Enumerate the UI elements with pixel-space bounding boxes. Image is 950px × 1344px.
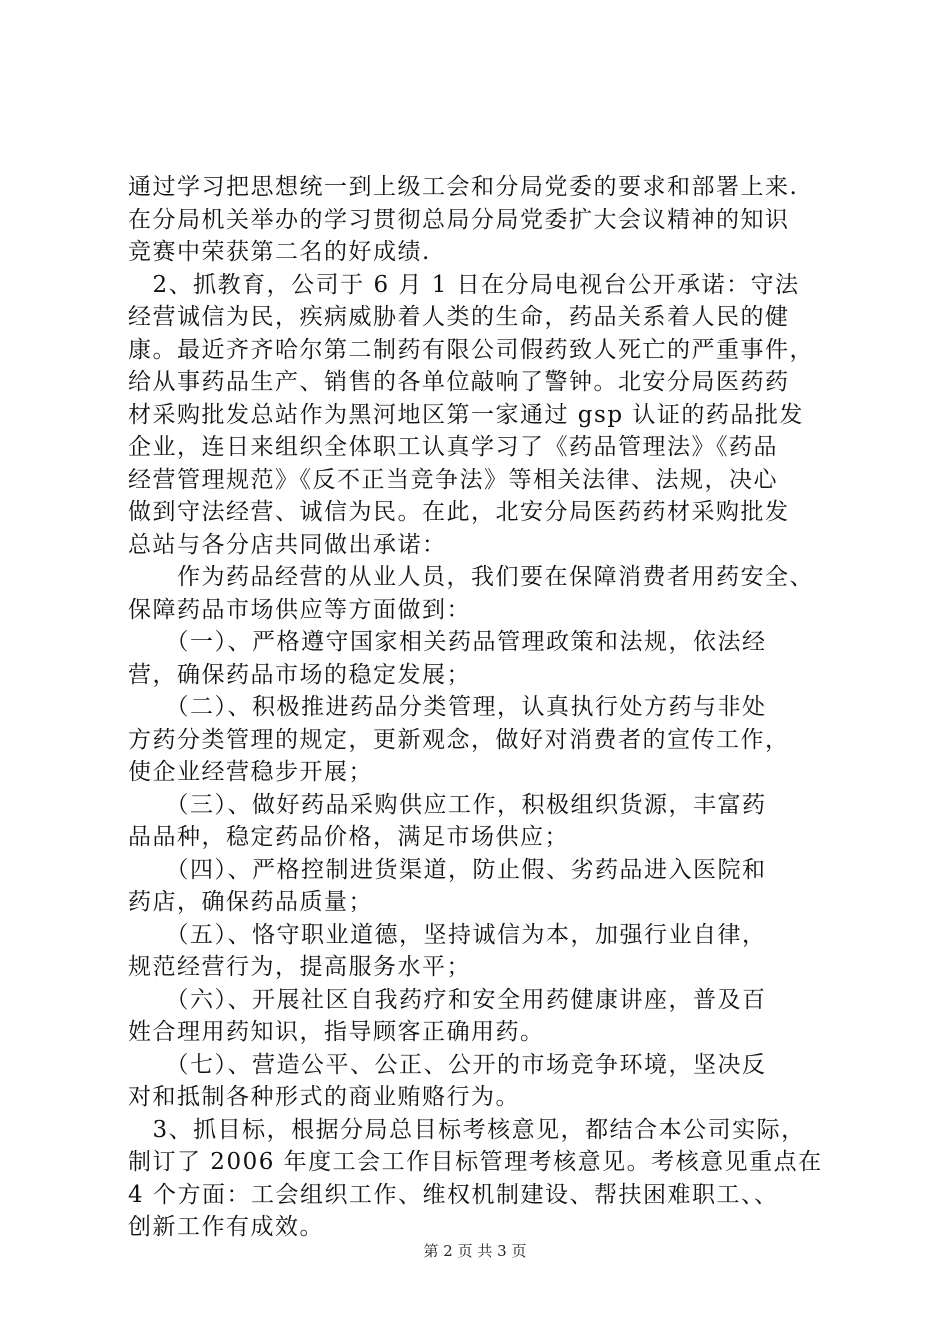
text-line: 通过学习把思想统一到上级工会和分局党委的要求和部署上来. bbox=[128, 174, 799, 200]
page-footer: 第 2 页 共 3 页 bbox=[423, 1242, 527, 1260]
document-body bbox=[128, 171, 828, 1244]
text-line: 保障药品市场供应等方面做到： bbox=[128, 596, 471, 623]
text-line: （六）、开展社区自我药疗和安全用药健康讲座，普及百 bbox=[128, 986, 767, 1013]
text-line: （二）、积极推进药品分类管理，认真执行处方药与非处 bbox=[128, 694, 767, 720]
text-line: 康。最近齐齐哈尔第二制药有限公司假药致人死亡的严重事件， bbox=[128, 336, 814, 363]
text-line: 规范经营行为，提高服务水平； bbox=[128, 954, 471, 980]
text-line: 材采购批发总站作为黑河地区第一家通过 gsp 认证的药品批发 bbox=[128, 401, 804, 428]
text-line: 使企业经营稳步开展； bbox=[128, 759, 373, 785]
text-line: （五）、恪守职业道德，坚持诚信为本，加强行业自律， bbox=[128, 921, 767, 948]
text-line: 经营诚信为民，疾病威胁着人类的生命，药品关系着人民的健 bbox=[128, 304, 790, 330]
text-line: （一）、严格遵守国家相关药品管理政策和法规，依法经 bbox=[128, 629, 767, 655]
text-line: 总站与各分店共同做出承诺： bbox=[128, 531, 447, 558]
text-line: 方药分类管理的规定，更新观念，做好对消费者的宣传工作， bbox=[128, 726, 790, 753]
text-line: 作为药品经营的从业人员，我们要在保障消费者用药安全、 bbox=[128, 564, 814, 590]
text-line: （四）、严格控制进货渠道，防止假、劣药品进入医院和 bbox=[128, 856, 767, 883]
text-line: （七）、营造公平、公正、公开的市场竞争环境，坚决反 bbox=[128, 1051, 767, 1078]
text-line: 营，确保药品市场的稳定发展； bbox=[128, 661, 471, 688]
text-line: 企业，连日来组织全体职工认真学习了《药品管理法》《药品 bbox=[128, 434, 778, 460]
text-line: 药店，确保药品质量； bbox=[128, 889, 373, 915]
text-line: 3、抓目标，根据分局总目标考核意见，都结合本公司实际， bbox=[128, 1116, 806, 1143]
text-line: 经营管理规范》《反不正当竞争法》等相关法律、法规，决心 bbox=[128, 466, 778, 493]
text-line: 竞赛中荣获第二名的好成绩. bbox=[128, 239, 431, 265]
text-line: 给从事药品生产、销售的各单位敲响了警钟。北安分局医药药 bbox=[128, 369, 790, 395]
text-line: 制订了 2006 年度工会工作目标管理考核意见。考核意见重点在 bbox=[128, 1149, 823, 1175]
text-line: 创新工作有成效。 bbox=[128, 1214, 324, 1240]
text-line: 4 个方面：工会组织工作、维权机制建设、帮扶困难职工、、 bbox=[128, 1181, 779, 1208]
text-line: 姓合理用药知识，指导顾客正确用药。 bbox=[128, 1019, 545, 1045]
text-line: 品品种，稳定药品价格，满足市场供应； bbox=[128, 824, 569, 850]
text-line: 2、抓教育，公司于 6 月 1 日在分局电视台公开承诺：守法 bbox=[128, 271, 800, 298]
text-line: （三）、做好药品采购供应工作，积极组织货源，丰富药 bbox=[128, 791, 767, 818]
text-line: 在分局机关举办的学习贯彻总局分局党委扩大会议精神的知识 bbox=[128, 206, 790, 233]
text-line: 对和抵制各种形式的商业贿赂行为。 bbox=[128, 1084, 520, 1110]
text-line: 做到守法经营、诚信为民。在此，北安分局医药药材采购批发 bbox=[128, 499, 790, 525]
